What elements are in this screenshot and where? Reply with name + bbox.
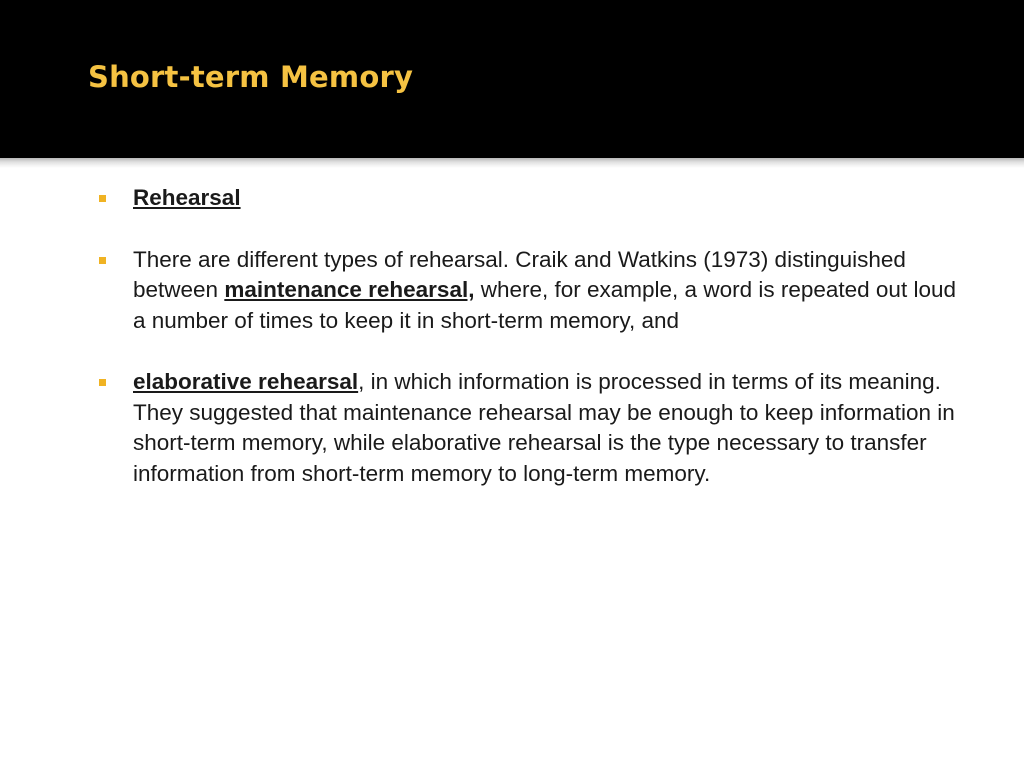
term-elaborative-rehearsal: elaborative rehearsal <box>133 369 359 394</box>
bullet-text-start: There are different types of rehearsal. Craik and Watkins (1973) distinguished between <box>133 246 906 302</box>
bullet-maintenance-rehearsal <box>97 245 957 337</box>
square-bullet-icon <box>99 257 106 264</box>
square-bullet-icon <box>99 195 106 202</box>
slide-title: Short-term Memory <box>88 60 414 94</box>
bullet-rehearsal <box>97 183 957 214</box>
bullet-elaborative-rehearsal <box>97 367 957 489</box>
term-maintenance-rehearsal: maintenance rehearsal, <box>224 277 475 302</box>
slide-body <box>97 183 957 489</box>
bullet-text-end: , in which information is processed in terms of its meaning. They suggested that maintenance rehearsal may be enough to keep information in short-term memory, while elaborative rehearsal is the type necessary to transfer information from short-term memory to long-term memory. <box>133 369 955 486</box>
bullet-text-end: where, for example, a word is repeated out loud a number of times to keep it in short-term memory, and <box>133 277 956 333</box>
title-bar <box>0 0 1024 158</box>
bullet-heading: Rehearsal <box>133 185 241 210</box>
header-divider <box>0 158 1024 168</box>
square-bullet-icon <box>99 379 106 386</box>
